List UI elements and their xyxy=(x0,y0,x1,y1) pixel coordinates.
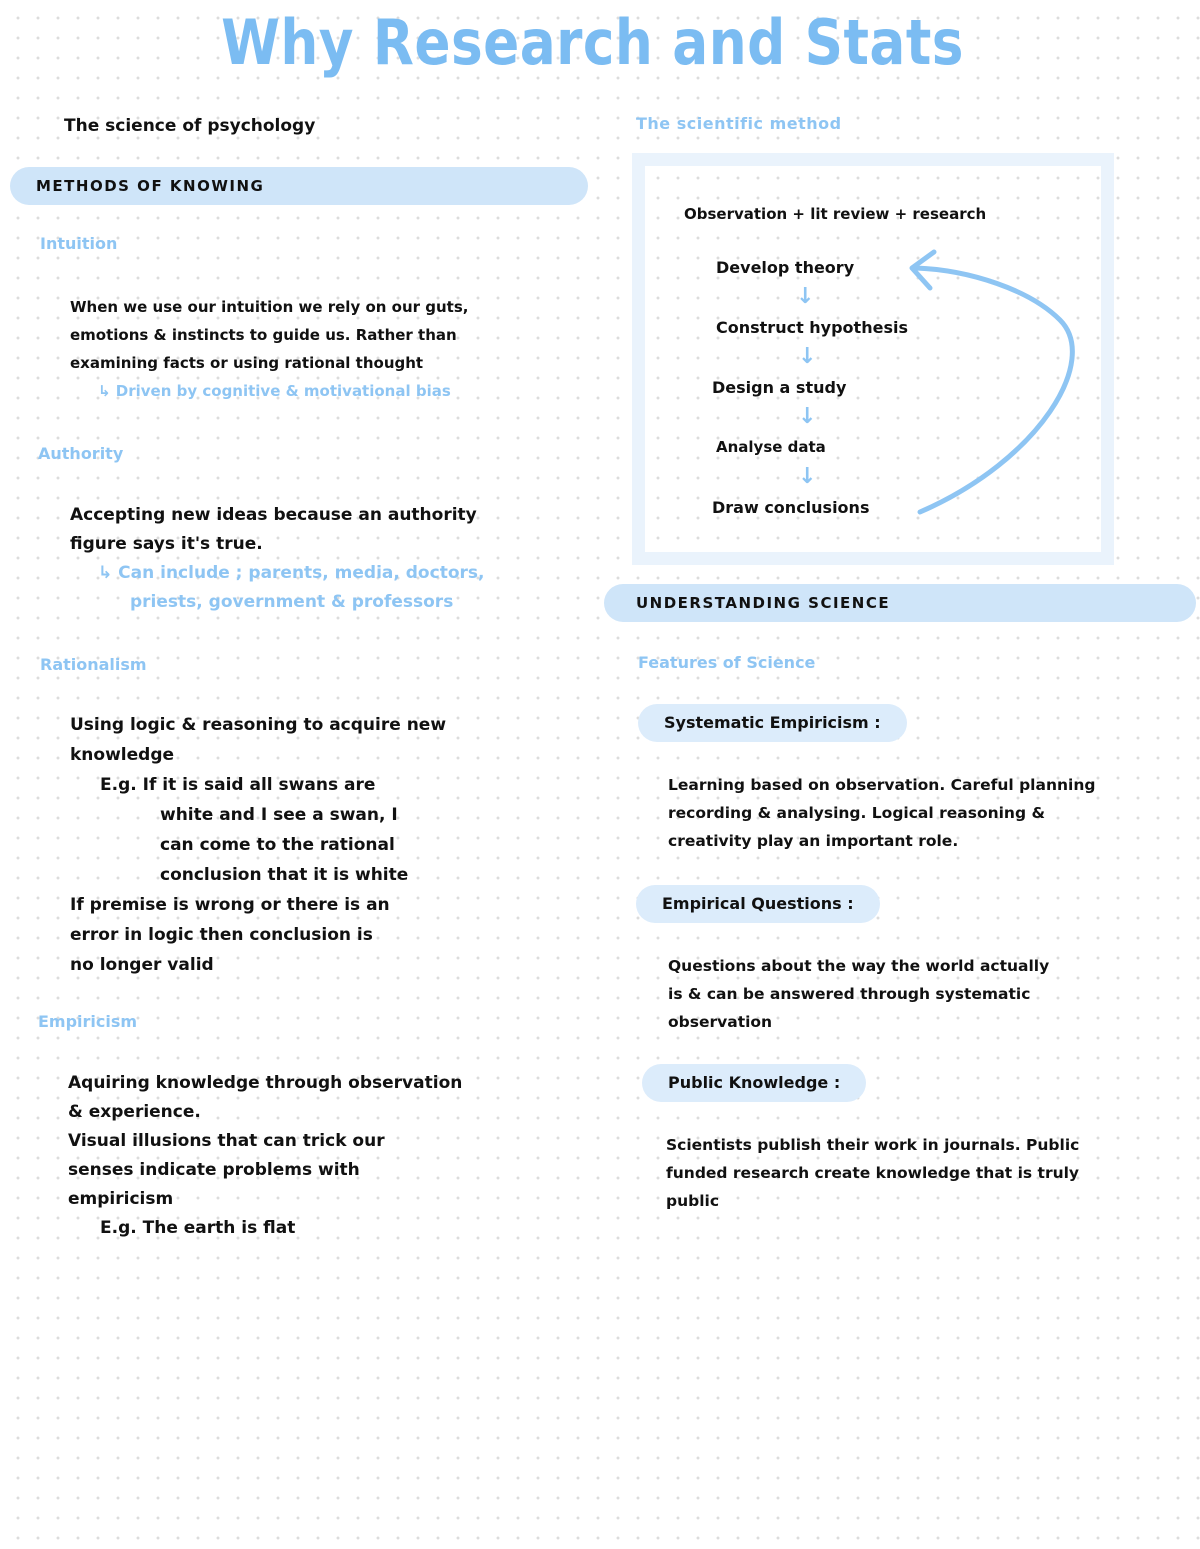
empirical-questions-pill: Empirical Questions : xyxy=(636,885,880,923)
step-draw-conclusions: Draw conclusions xyxy=(712,498,870,517)
example-line: conclusion that it is white xyxy=(160,865,409,885)
example-line: E.g. If it is said all swans are xyxy=(100,775,376,795)
intuition-note: ↳ Driven by cognitive & motivational bias xyxy=(98,382,451,400)
text-line: Learning based on observation. Careful planning xyxy=(668,776,1096,794)
step-construct-hypothesis: Construct hypothesis xyxy=(716,318,908,337)
text-line: Accepting new ideas because an authority xyxy=(70,505,477,525)
step-design-study: Design a study xyxy=(712,378,847,397)
text-line: recording & analysing. Logical reasoning & xyxy=(668,804,1045,822)
step-analyse-data: Analyse data xyxy=(716,438,826,456)
empirical-text xyxy=(668,952,1193,1036)
systematic-text xyxy=(668,771,1193,855)
text-line: Questions about the way the world actually xyxy=(668,957,1050,975)
text-line: When we use our intuition we rely on our guts, xyxy=(70,298,469,316)
systematic-empiricism-pill: Systematic Empiricism : xyxy=(638,704,907,742)
text-line: & experience. xyxy=(68,1102,201,1122)
text-line: public xyxy=(666,1192,720,1210)
scientific-method-label: The scientific method xyxy=(636,114,842,133)
down-arrow-icon: ↓ xyxy=(798,464,817,489)
example-line: can come to the rational xyxy=(160,835,395,855)
text-line: Using logic & reasoning to acquire new xyxy=(70,715,447,735)
authority-text xyxy=(70,501,590,617)
text-line: empiricism xyxy=(68,1189,174,1209)
text-line: figure says it's true. xyxy=(70,534,263,554)
understanding-science-banner: UNDERSTANDING SCIENCE xyxy=(604,584,1196,622)
intuition-label: Intuition xyxy=(40,234,118,253)
text-line: no longer valid xyxy=(70,955,214,975)
text-line: knowledge xyxy=(70,745,175,765)
intuition-text xyxy=(70,293,590,405)
step-develop-theory: Develop theory xyxy=(716,258,855,277)
authority-note: ↳ Can include ; parents, media, doctors, xyxy=(98,563,485,583)
text-line: funded research create knowledge that is truly xyxy=(666,1164,1080,1182)
text-line: creativity play an important role. xyxy=(668,832,959,850)
methods-banner: METHODS OF KNOWING xyxy=(10,167,588,205)
text-line: Scientists publish their work in journals. Public xyxy=(666,1136,1080,1154)
down-arrow-icon: ↓ xyxy=(796,284,815,309)
rationalism-text xyxy=(70,710,590,980)
text-line: Visual illusions that can trick our xyxy=(68,1131,385,1151)
example-line: E.g. The earth is flat xyxy=(100,1218,296,1238)
authority-note: priests, government & professors xyxy=(130,592,454,612)
public-knowledge-pill: Public Knowledge : xyxy=(642,1064,866,1102)
empiricism-label: Empiricism xyxy=(38,1012,138,1031)
example-line: white and I see a swan, I xyxy=(160,805,398,825)
section-heading: The science of psychology xyxy=(64,116,316,136)
text-line: examining facts or using rational thought xyxy=(70,354,424,372)
down-arrow-icon: ↓ xyxy=(798,344,817,369)
authority-label: Authority xyxy=(38,444,124,463)
down-arrow-icon: ↓ xyxy=(798,404,817,429)
text-line: error in logic then conclusion is xyxy=(70,925,373,945)
text-line: is & can be answered through systematic xyxy=(668,985,1031,1003)
text-line: If premise is wrong or there is an xyxy=(70,895,390,915)
text-line: Aquiring knowledge through observation xyxy=(68,1073,463,1093)
step-observation: Observation + lit review + research xyxy=(684,205,987,223)
page-title: Why Research and Stats xyxy=(221,6,964,79)
empiricism-text xyxy=(68,1069,598,1243)
features-label: Features of Science xyxy=(638,653,816,672)
text-line: observation xyxy=(668,1013,773,1031)
cycle-arrow-icon xyxy=(890,240,1090,530)
text-line: emotions & instincts to guide us. Rather than xyxy=(70,326,457,344)
rationalism-label: Rationalism xyxy=(40,655,147,674)
text-line: senses indicate problems with xyxy=(68,1160,360,1180)
public-text xyxy=(666,1131,1191,1215)
